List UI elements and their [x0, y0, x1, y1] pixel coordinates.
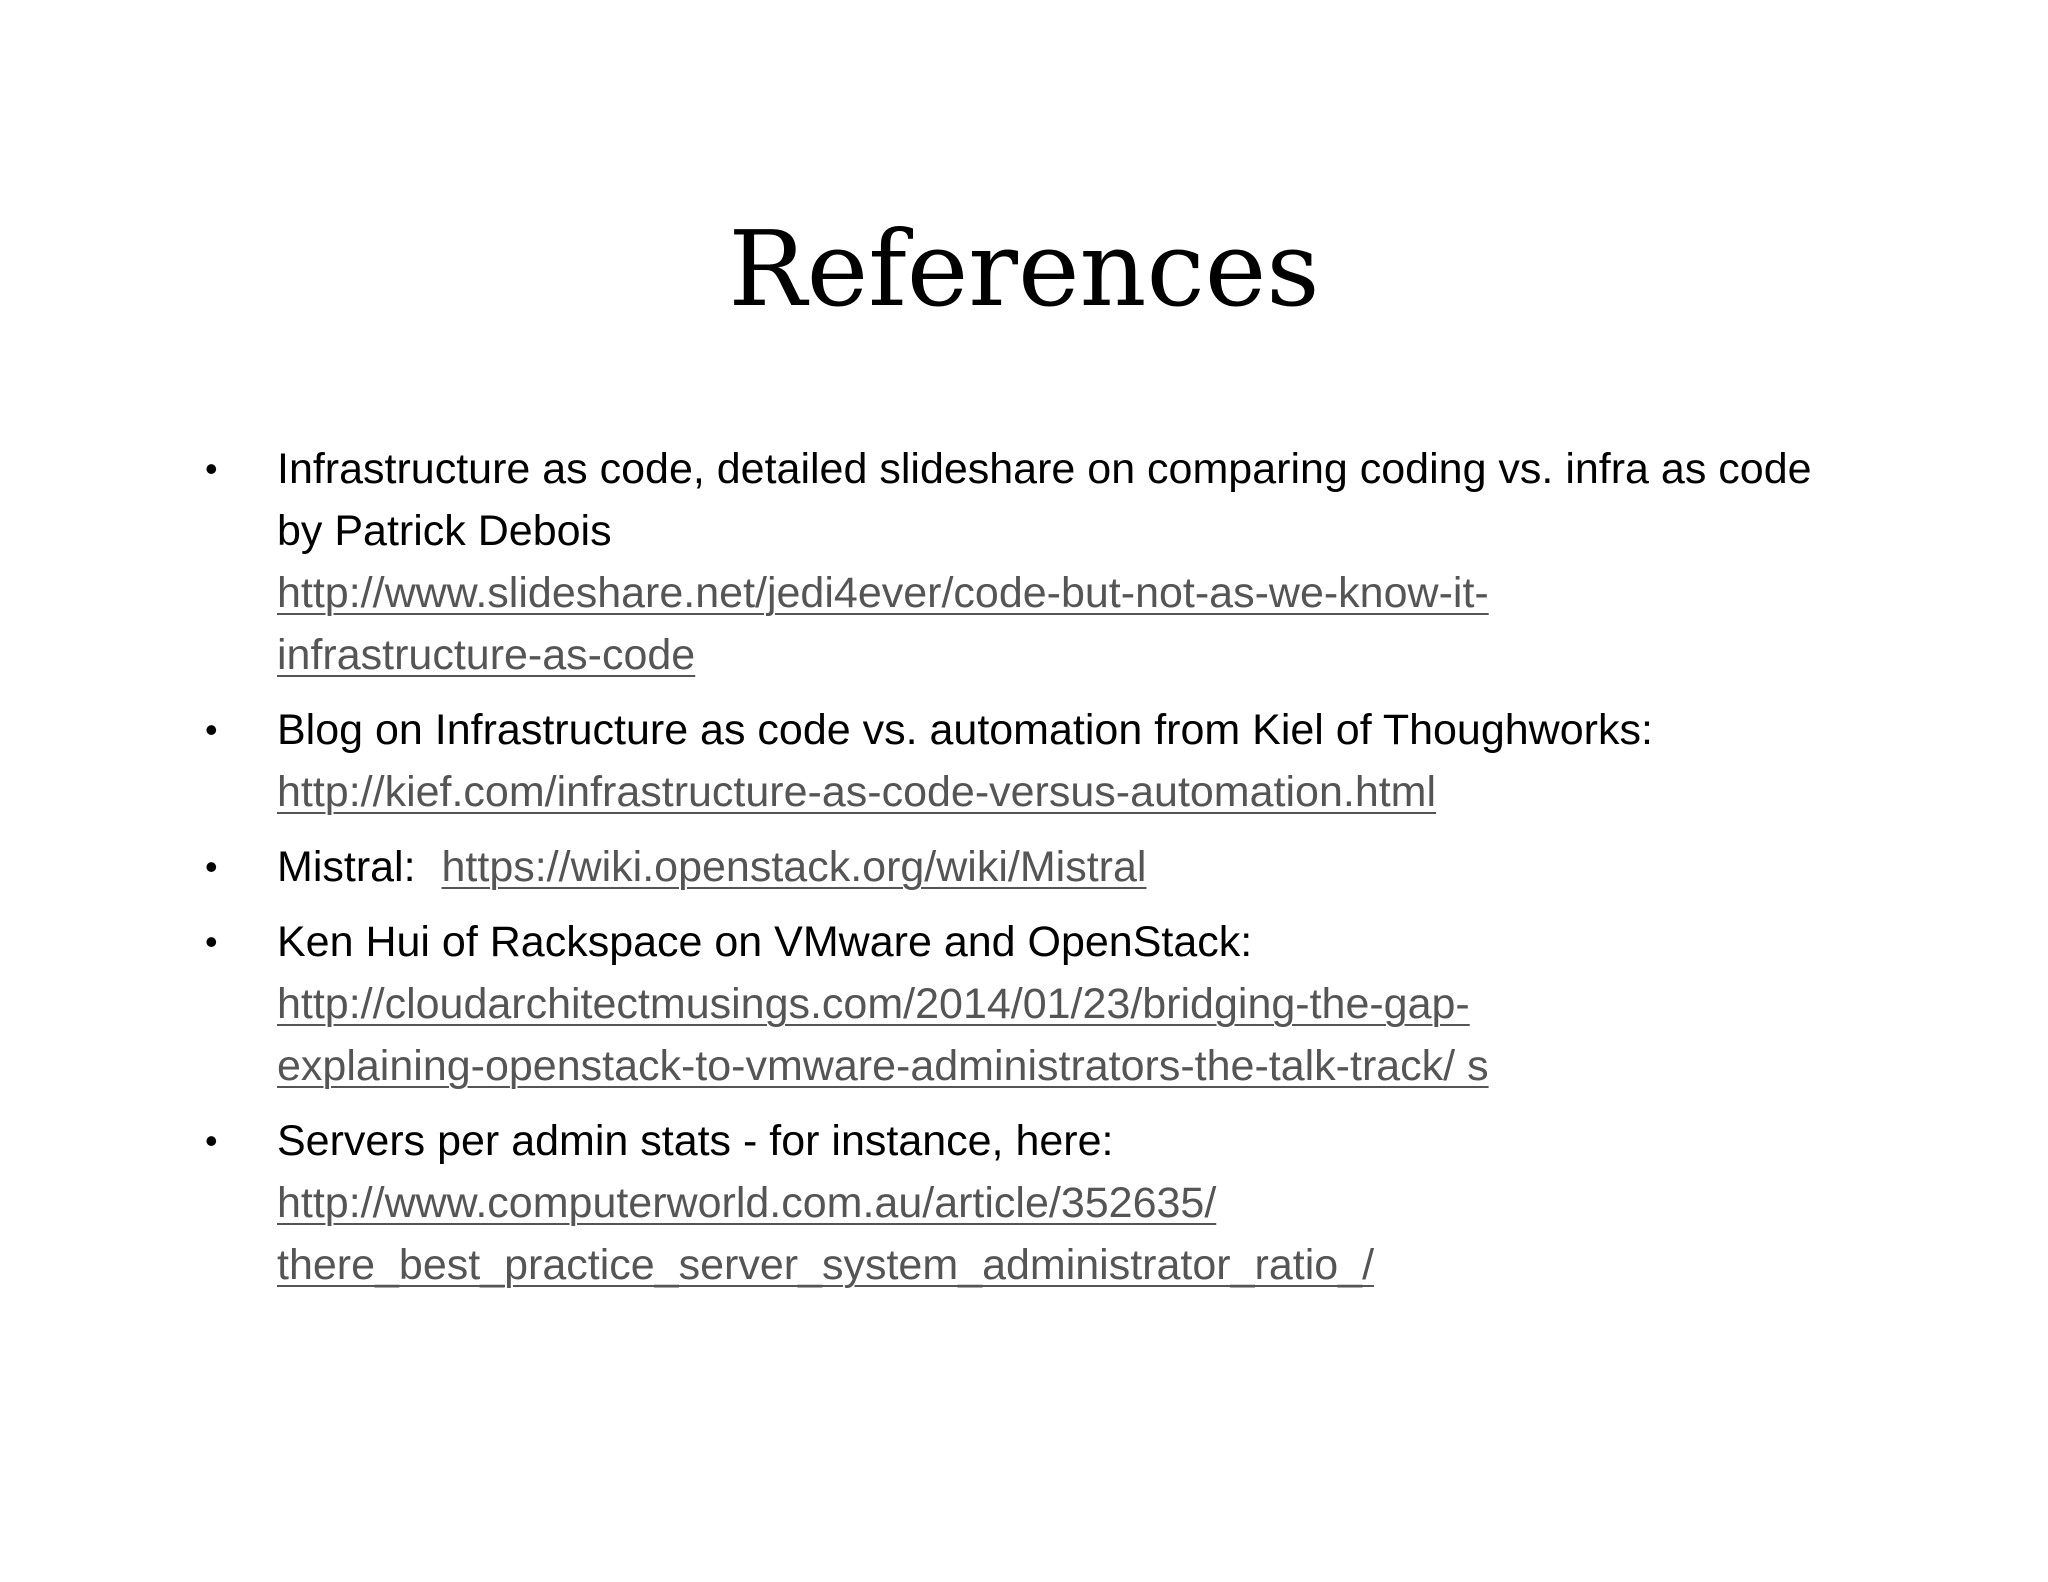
bullet-icon: • [205, 921, 218, 962]
slide-title: References [728, 208, 1320, 330]
bullet-icon: • [205, 709, 218, 750]
reference-description: Blog on Infrastructure as code vs. automation from Kiel of Thoughworks: [277, 706, 1653, 754]
reference-link[interactable] [442, 843, 1147, 891]
reference-link[interactable] [277, 1172, 1845, 1296]
bullet-icon: • [205, 448, 218, 489]
reference-link-line-2[interactable]: infrastructure-as-code [277, 631, 696, 679]
reference-description: Ken Hui of Rackspace on VMware and OpenStack: [277, 918, 1253, 966]
reference-link-line-1[interactable]: http://kief.com/infrastructure-as-code-versus-automation.html [277, 768, 1437, 816]
reference-link-line-2[interactable]: explaining-openstack-to-vmware-administrators-the-talk-track/ s [277, 1042, 1489, 1090]
reference-item-4 [205, 911, 1845, 1097]
bullet-icon: • [205, 1120, 218, 1161]
reference-item-3 [205, 836, 1845, 898]
reference-link-line-2[interactable]: there_best_practice_server_system_administrator_ratio_/ [277, 1241, 1375, 1289]
reference-description: Servers per admin stats - for instance, here: [277, 1117, 1114, 1165]
reference-link[interactable] [277, 973, 1845, 1097]
reference-link-line-1[interactable]: http://www.computerworld.com.au/article/352635/ [277, 1179, 1217, 1227]
reference-link-line-1[interactable]: http://www.slideshare.net/jedi4ever/code-but-not-as-we-know-it- [277, 569, 1489, 617]
reference-item-5 [205, 1110, 1845, 1296]
reference-link-line-1[interactable]: https://wiki.openstack.org/wiki/Mistral [441, 843, 1147, 891]
reference-description: Infrastructure as code, detailed slideshare on comparing coding vs. infra as code by Patrick Debois [277, 445, 1812, 555]
bullet-icon: • [205, 846, 218, 887]
reference-description: Mistral: [277, 843, 416, 891]
reference-item-1 [205, 438, 1845, 686]
references-list [205, 438, 1845, 1309]
reference-link[interactable] [277, 761, 1845, 823]
reference-link[interactable] [277, 562, 1845, 686]
reference-link-line-1[interactable]: http://cloudarchitectmusings.com/2014/01/23/bridging-the-gap- [277, 980, 1470, 1028]
reference-item-2 [205, 699, 1845, 823]
